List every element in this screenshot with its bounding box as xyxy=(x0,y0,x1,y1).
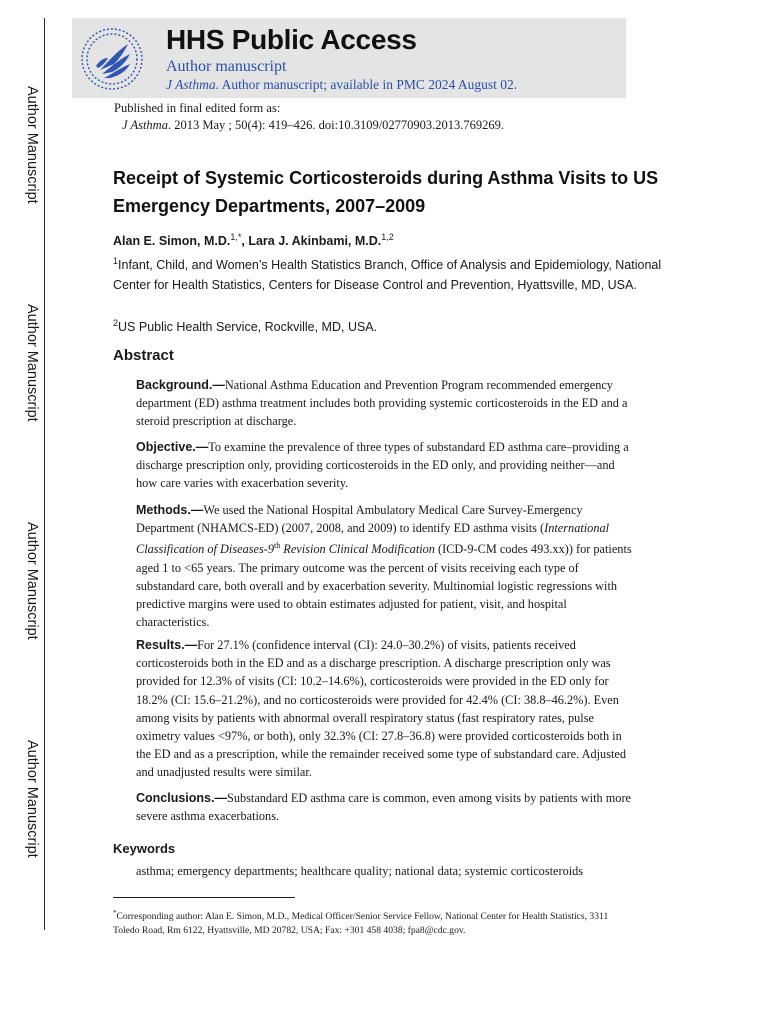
side-label-author-manuscript: Author Manuscript xyxy=(24,304,40,422)
journal-name: J Asthma xyxy=(166,77,216,92)
author-manuscript-label: Author manuscript xyxy=(166,58,287,75)
abstract-objective: Objective.—To examine the prevalence of three types of substandard ED asthma care–providing a discharge prescription only, providing corticosteroids in the ED only, and providing neither—and how care varies with exacerbation severity. xyxy=(136,440,629,491)
author-name: Lara J. Akinbami, M.D. xyxy=(248,234,382,249)
author-list: Alan E. Simon, M.D.$^{1,*}$, Lara J. Akinbami, M.D.$^{1,2}$ xyxy=(113,232,394,249)
affiliation-1: $^1$Infant, Child, and Women’s Health Statistics Branch, Office of Analysis and Epidemiology, National Center for Health Statistics, Centers for Disease Control and Prevention, Hyattsville, MD, USA. xyxy=(113,256,662,293)
section-label: Objective.— xyxy=(136,440,209,454)
citation-journal: J Asthma xyxy=(122,118,168,132)
side-label-author-manuscript: Author Manuscript xyxy=(24,86,40,204)
publication-citation: J Asthma. 2013 May ; 50(4): 419–426. doi:10.3109/02770903.2013.769269. xyxy=(122,118,505,132)
side-label-author-manuscript: Author Manuscript xyxy=(24,522,40,640)
published-label: Published in final edited form as: xyxy=(114,101,281,115)
abstract-heading: Abstract xyxy=(113,347,174,364)
abstract-methods: Methods.—We used the National Hospital Ambulatory Medical Care Survey-Emergency Department (NHAMCS-ED) (2007, 2008, and 2009) to identify ED asthma visits (International Classification of Diseases-9th Revision Clinical Modification (ICD-9-CM codes 493.xx)) for patients aged 1 to <65 years. The primary outcome was the percent of visits receiving each type of substandard care, both overall and by exacerbation severity. Multinomial logistic regressions with predictive margins were used to obtain estimates adjusted for patient, visit, and hospital characteristics. xyxy=(136,503,632,630)
affiliation-2: $^2$US Public Health Service, Rockville, MD, USA. xyxy=(113,318,378,335)
abstract-results: Results.—For 27.1% (confidence interval (CI): 24.0–30.2%) of visits, patients received corticosteroids both in the ED and as a discharge prescription. A discharge prescription only was provided for 12.3% of visits (CI: 10.2–14.6%), corticosteroids were provided in the ED only for 18.2% (CI: 15.6–21.2%), and no corticosteroids were provided for 42.4% (CI: 38.8–46.2%). Even among visits by patients with abnormal overall respiratory status (fast respiratory rates, pulse oximetry values <97%, or both), only 32.3% (CI: 27.8–36.8) were provided corticosteroids both in the ED and as a prescription, while the remainder received some type of substandard care. Adjusted and unadjusted results were similar. xyxy=(136,638,626,780)
abstract-background: Background.—National Asthma Education and Prevention Program recommended emergency department (ED) asthma treatment includes both providing systemic corticosteroids in the ED and a steroid prescription at discharge. xyxy=(136,378,628,429)
section-label: Background.— xyxy=(136,378,225,392)
keywords-heading: Keywords xyxy=(113,841,176,856)
keywords-list: asthma; emergency departments; healthcare quality; national data; systemic corticosteroids xyxy=(136,864,584,878)
author-superscript: 1,2 xyxy=(381,232,394,242)
abstract-conclusions: Conclusions.—Substandard ED asthma care is common, even among visits by patients with more severe asthma exacerbations. xyxy=(136,791,631,824)
hhs-eagle-logo-icon xyxy=(78,26,148,92)
corresponding-author-footnote: *Corresponding author: Alan E. Simon, M.D., Medical Officer/Senior Service Fellow, National Center for Health Statistics, 3311 Toledo Road, Rm 6122, Hyattsville, MD 20782, USA; Fax: +301 458 4038; fpa8@cdc.gov. xyxy=(113,909,609,937)
article-title: Receipt of Systemic Corticosteroids during Asthma Visits to US Emergency Departments, 2007–2009 xyxy=(113,168,659,216)
side-label-author-manuscript: Author Manuscript xyxy=(24,740,40,858)
author-superscript: 1,* xyxy=(230,232,242,242)
section-label: Conclusions.— xyxy=(136,791,227,805)
author-name: Alan E. Simon, M.D. xyxy=(113,234,231,249)
journal-availability-line: J Asthma. Author manuscript; available in PMC 2024 August 02. xyxy=(166,77,518,92)
margin-rule xyxy=(44,18,45,930)
footnote-rule xyxy=(113,897,295,898)
section-label: Results.— xyxy=(136,638,198,652)
hhs-public-access-title: HHS Public Access xyxy=(166,24,417,55)
section-label: Methods.— xyxy=(136,503,204,517)
